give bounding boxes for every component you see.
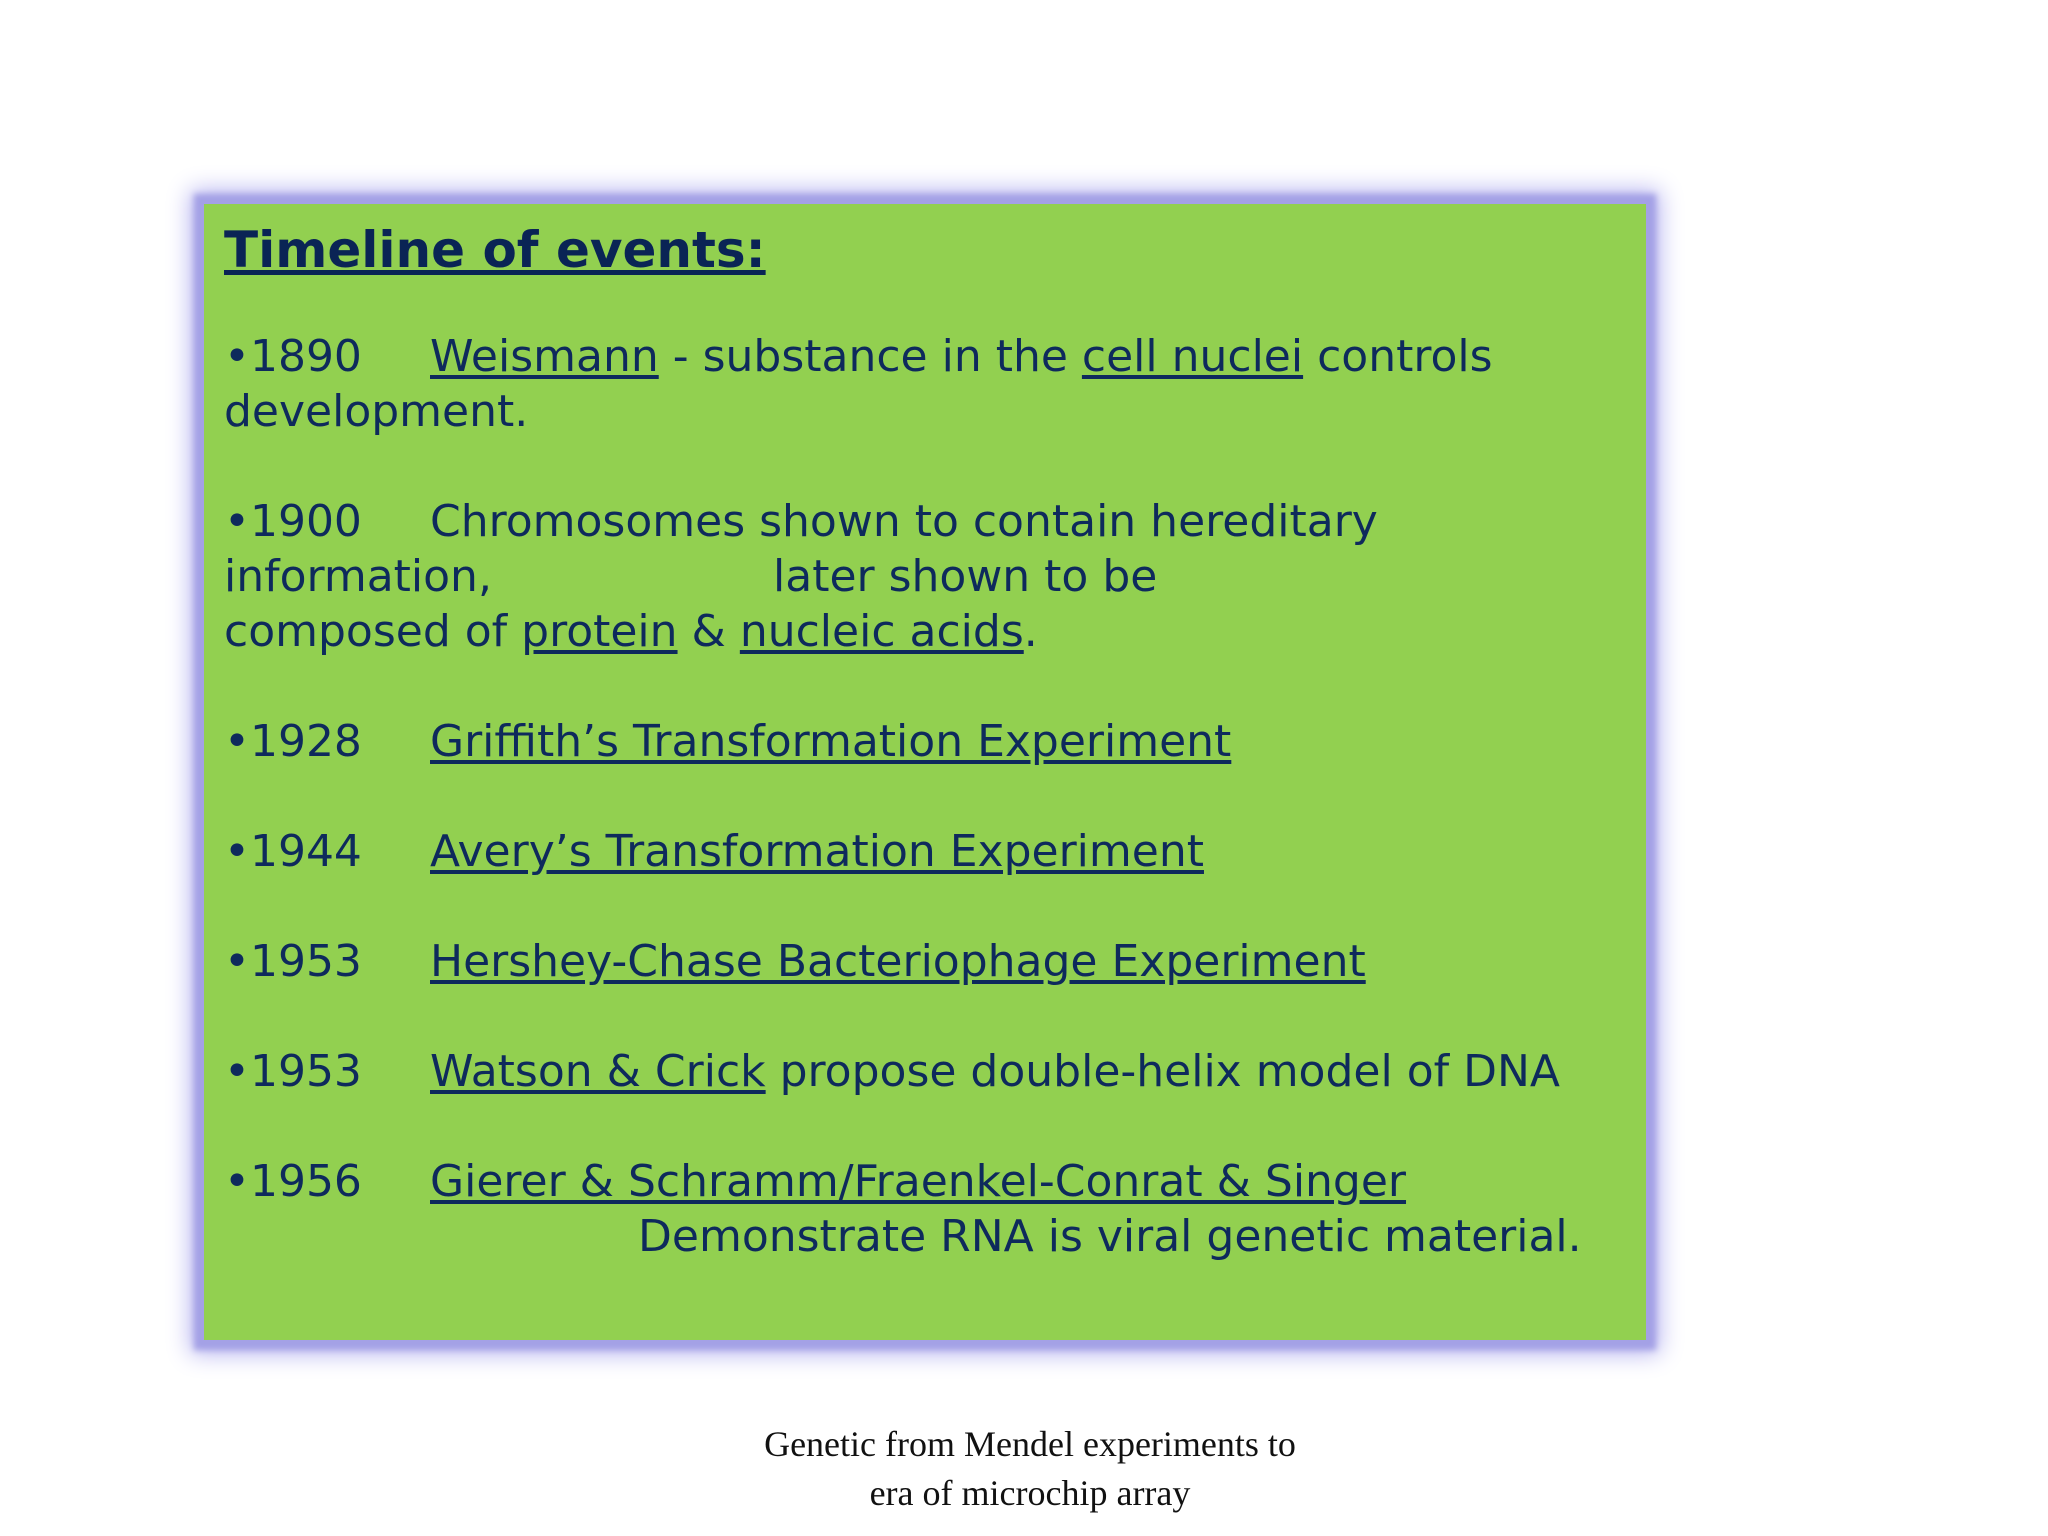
entry-1953-watson (224, 1044, 1636, 1099)
timeline-box (204, 204, 1646, 1340)
avery-experiment-link[interactable]: Avery’s Transformation Experiment (430, 826, 1204, 877)
watson-crick-link[interactable]: Watson & Crick (430, 1046, 766, 1097)
entry-1890 (224, 329, 1636, 439)
entry-text: . (1023, 606, 1038, 657)
entry-year: •1953 (224, 936, 362, 987)
entry-year: •1900 (224, 496, 362, 547)
griffith-experiment-link[interactable]: Griffith’s Transformation Experiment (430, 716, 1232, 767)
entry-year: •1928 (224, 716, 362, 767)
entry-text: later shown to be (773, 551, 1158, 602)
slide-caption (600, 1420, 1460, 1518)
protein-link[interactable]: protein (521, 606, 678, 657)
entry-text: Chromosomes shown to contain hereditary (430, 496, 1378, 547)
entry-year: •1953 (224, 1046, 362, 1097)
entry-1956 (224, 1154, 1636, 1264)
entry-text: propose double-helix model of DNA (765, 1046, 1560, 1097)
entry-year: •1890 (224, 331, 362, 382)
entry-text: Demonstrate RNA is viral genetic material. (638, 1211, 1582, 1262)
caption-line: era of microchip array (869, 1473, 1191, 1513)
entry-1928 (224, 714, 1636, 769)
timeline-title: Timeline of events: (224, 221, 766, 279)
caption-line: Genetic from Mendel experiments to (764, 1424, 1296, 1464)
entry-text: information, (224, 551, 492, 602)
timeline-content (224, 218, 1636, 1319)
cell-nuclei-link[interactable]: cell nuclei (1081, 331, 1304, 382)
gierer-schramm-link[interactable]: Gierer & Schramm/Fraenkel-Conrat & Singer (430, 1156, 1407, 1207)
entry-1900 (224, 494, 1636, 659)
entry-year: •1956 (224, 1156, 362, 1207)
entry-text: controls (1303, 331, 1493, 382)
nucleic-acids-link[interactable]: nucleic acids (739, 606, 1024, 657)
entry-text: development. (224, 386, 529, 437)
entry-text: composed of (224, 606, 522, 657)
entry-text: & (677, 606, 740, 657)
hershey-chase-experiment-link[interactable]: Hershey-Chase Bacteriophage Experiment (430, 936, 1366, 987)
weismann-link[interactable]: Weismann (430, 331, 659, 382)
entry-1944 (224, 824, 1636, 879)
entry-1953-hershey (224, 934, 1636, 989)
entry-year: •1944 (224, 826, 362, 877)
entry-text: - substance in the (658, 331, 1082, 382)
